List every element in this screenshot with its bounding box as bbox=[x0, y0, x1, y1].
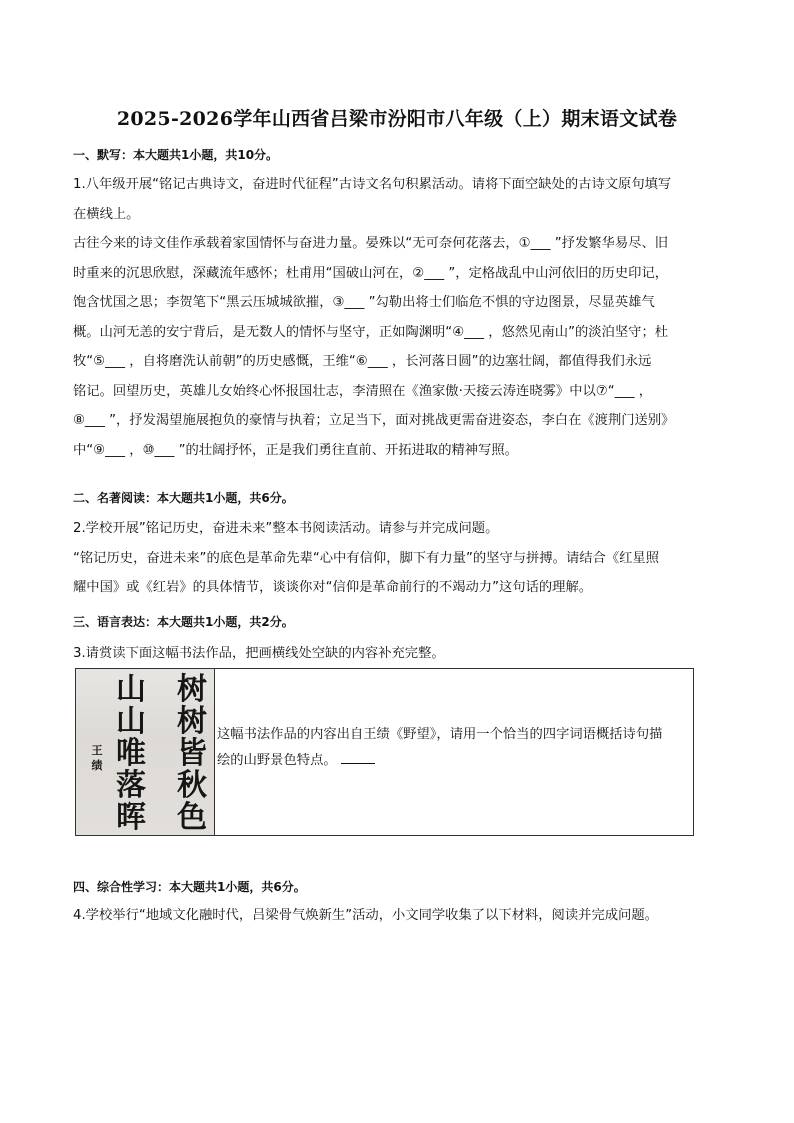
q2-line: “铭记历史，奋进未来”的底色是革命先辈“心中有信仰，脚下有力量”的坚守与拼搏。请结合《红星照 bbox=[73, 550, 660, 566]
q1-line: 铭记。回望历史，英雄儿女始终心怀报国壮志，李清照在《渔家傲·天接云涛连晓雾》中以⑦“___ ， bbox=[73, 383, 653, 399]
calligraphy-char: 山 bbox=[116, 672, 146, 707]
calligraphy-char: 唯 bbox=[116, 736, 146, 771]
calligraphy-image bbox=[76, 669, 215, 835]
calligraphy-char: 树 bbox=[177, 672, 207, 707]
calligraphy-table bbox=[75, 668, 694, 836]
section-heading-4: 四、综合性学习：本大题共1小题，共6分。 bbox=[73, 880, 306, 894]
q3-text-line: 这幅书法作品的内容出自王绩《野望》，请用一个恰当的四字词语概括诗句描 bbox=[217, 727, 663, 742]
question-4 bbox=[73, 901, 723, 931]
q1-line: 在横线上。 bbox=[73, 206, 140, 222]
q1-line: 牧“⑤___ ，自将磨洗认前朝”的历史感慨，王维“⑥___ ，长河落日圆”的边塞壮阔，都值得我们永远 bbox=[73, 354, 652, 369]
section-heading-2: 二、名著阅读：本大题共1小题，共6分。 bbox=[73, 491, 294, 505]
exam-title: 2025-2026学年山西省吕梁市汾阳市八年级（上）期末语文试卷 bbox=[116, 108, 678, 130]
q1-line: ⑧___ ”，抒发渴望施展抱负的豪情与执着；立足当下，面对挑战更需奋进姿态，李白在《渡荆门送别》 bbox=[73, 413, 675, 428]
calligraphy-char: 树 bbox=[177, 704, 207, 739]
calligraphy-char: 色 bbox=[177, 800, 207, 835]
question-2 bbox=[73, 514, 723, 603]
calligraphy-char: 皆 bbox=[177, 736, 207, 771]
q1-line: 时重来的沉思欣慰，深藏流年感怀；杜甫用“国破山河在，②___ ”，定格战乱中山河依旧的历史印记， bbox=[73, 265, 669, 281]
calligraphy-signature-char: 王 bbox=[91, 744, 103, 757]
q3-text-line2: 绘的山野景色特点。 bbox=[217, 753, 337, 768]
q1-line: 概。山河无恙的安宁背后，是无数人的情怀与坚守，正如陶渊明“④___ ，悠然见南山”的淡泊坚守；杜 bbox=[73, 324, 669, 340]
q2-line: 耀中国》或《红岩》的具体情节，谈谈你对“信仰是革命前行的不竭动力”这句话的理解。 bbox=[73, 580, 593, 595]
q3-intro-text: 3.请赏读下面这幅书法作品，把画横线处空缺的内容补充完整。 bbox=[73, 646, 445, 661]
q1-line: 古往今来的诗文佳作承载着家国情怀与奋进力量。晏殊以“无可奈何花落去，①___ ”抒发繁华易尽、旧 bbox=[73, 236, 669, 251]
answer-blank[interactable] bbox=[341, 753, 375, 764]
question-1 bbox=[73, 170, 723, 465]
q4-line: 4.学校举行“地域文化融时代，吕梁骨气焕新生”活动，小文同学收集了以下材料，阅读并完成问题。 bbox=[73, 908, 658, 923]
calligraphy-signature-char: 绩 bbox=[91, 759, 103, 772]
calligraphy-char: 山 bbox=[116, 704, 146, 739]
section-heading-1: 一、默写：本大题共1小题，共10分。 bbox=[73, 148, 279, 162]
q3-text-line bbox=[217, 748, 693, 774]
q1-line: 1.八年级开展“铭记古典诗文，奋进时代征程”古诗文名句积累活动。请将下面空缺处的古诗文原句填写 bbox=[73, 177, 672, 192]
calligraphy-char: 落 bbox=[116, 768, 146, 803]
q1-line: 饱含忧国之思；李贺笔下“黑云压城城欲摧，③___ ”勾勒出将士们临危不惧的守边图景，尽显英雄气 bbox=[73, 295, 655, 310]
calligraphy-question bbox=[215, 669, 693, 835]
calligraphy-char: 晖 bbox=[116, 800, 146, 835]
section-heading-3: 三、语言表达：本大题共1小题，共2分。 bbox=[73, 615, 294, 629]
calligraphy-char: 秋 bbox=[177, 768, 207, 803]
q2-line: 2.学校开展”铭记历史，奋进未来”整本书阅读活动。请参与并完成问题。 bbox=[73, 521, 499, 536]
question-3-intro bbox=[73, 639, 723, 669]
q1-line: 中“⑨___ ，⑩___ ”的壮阔抒怀，正是我们勇往直前、开拓进取的精神写照。 bbox=[73, 442, 518, 458]
calligraphy-artwork bbox=[76, 669, 214, 835]
